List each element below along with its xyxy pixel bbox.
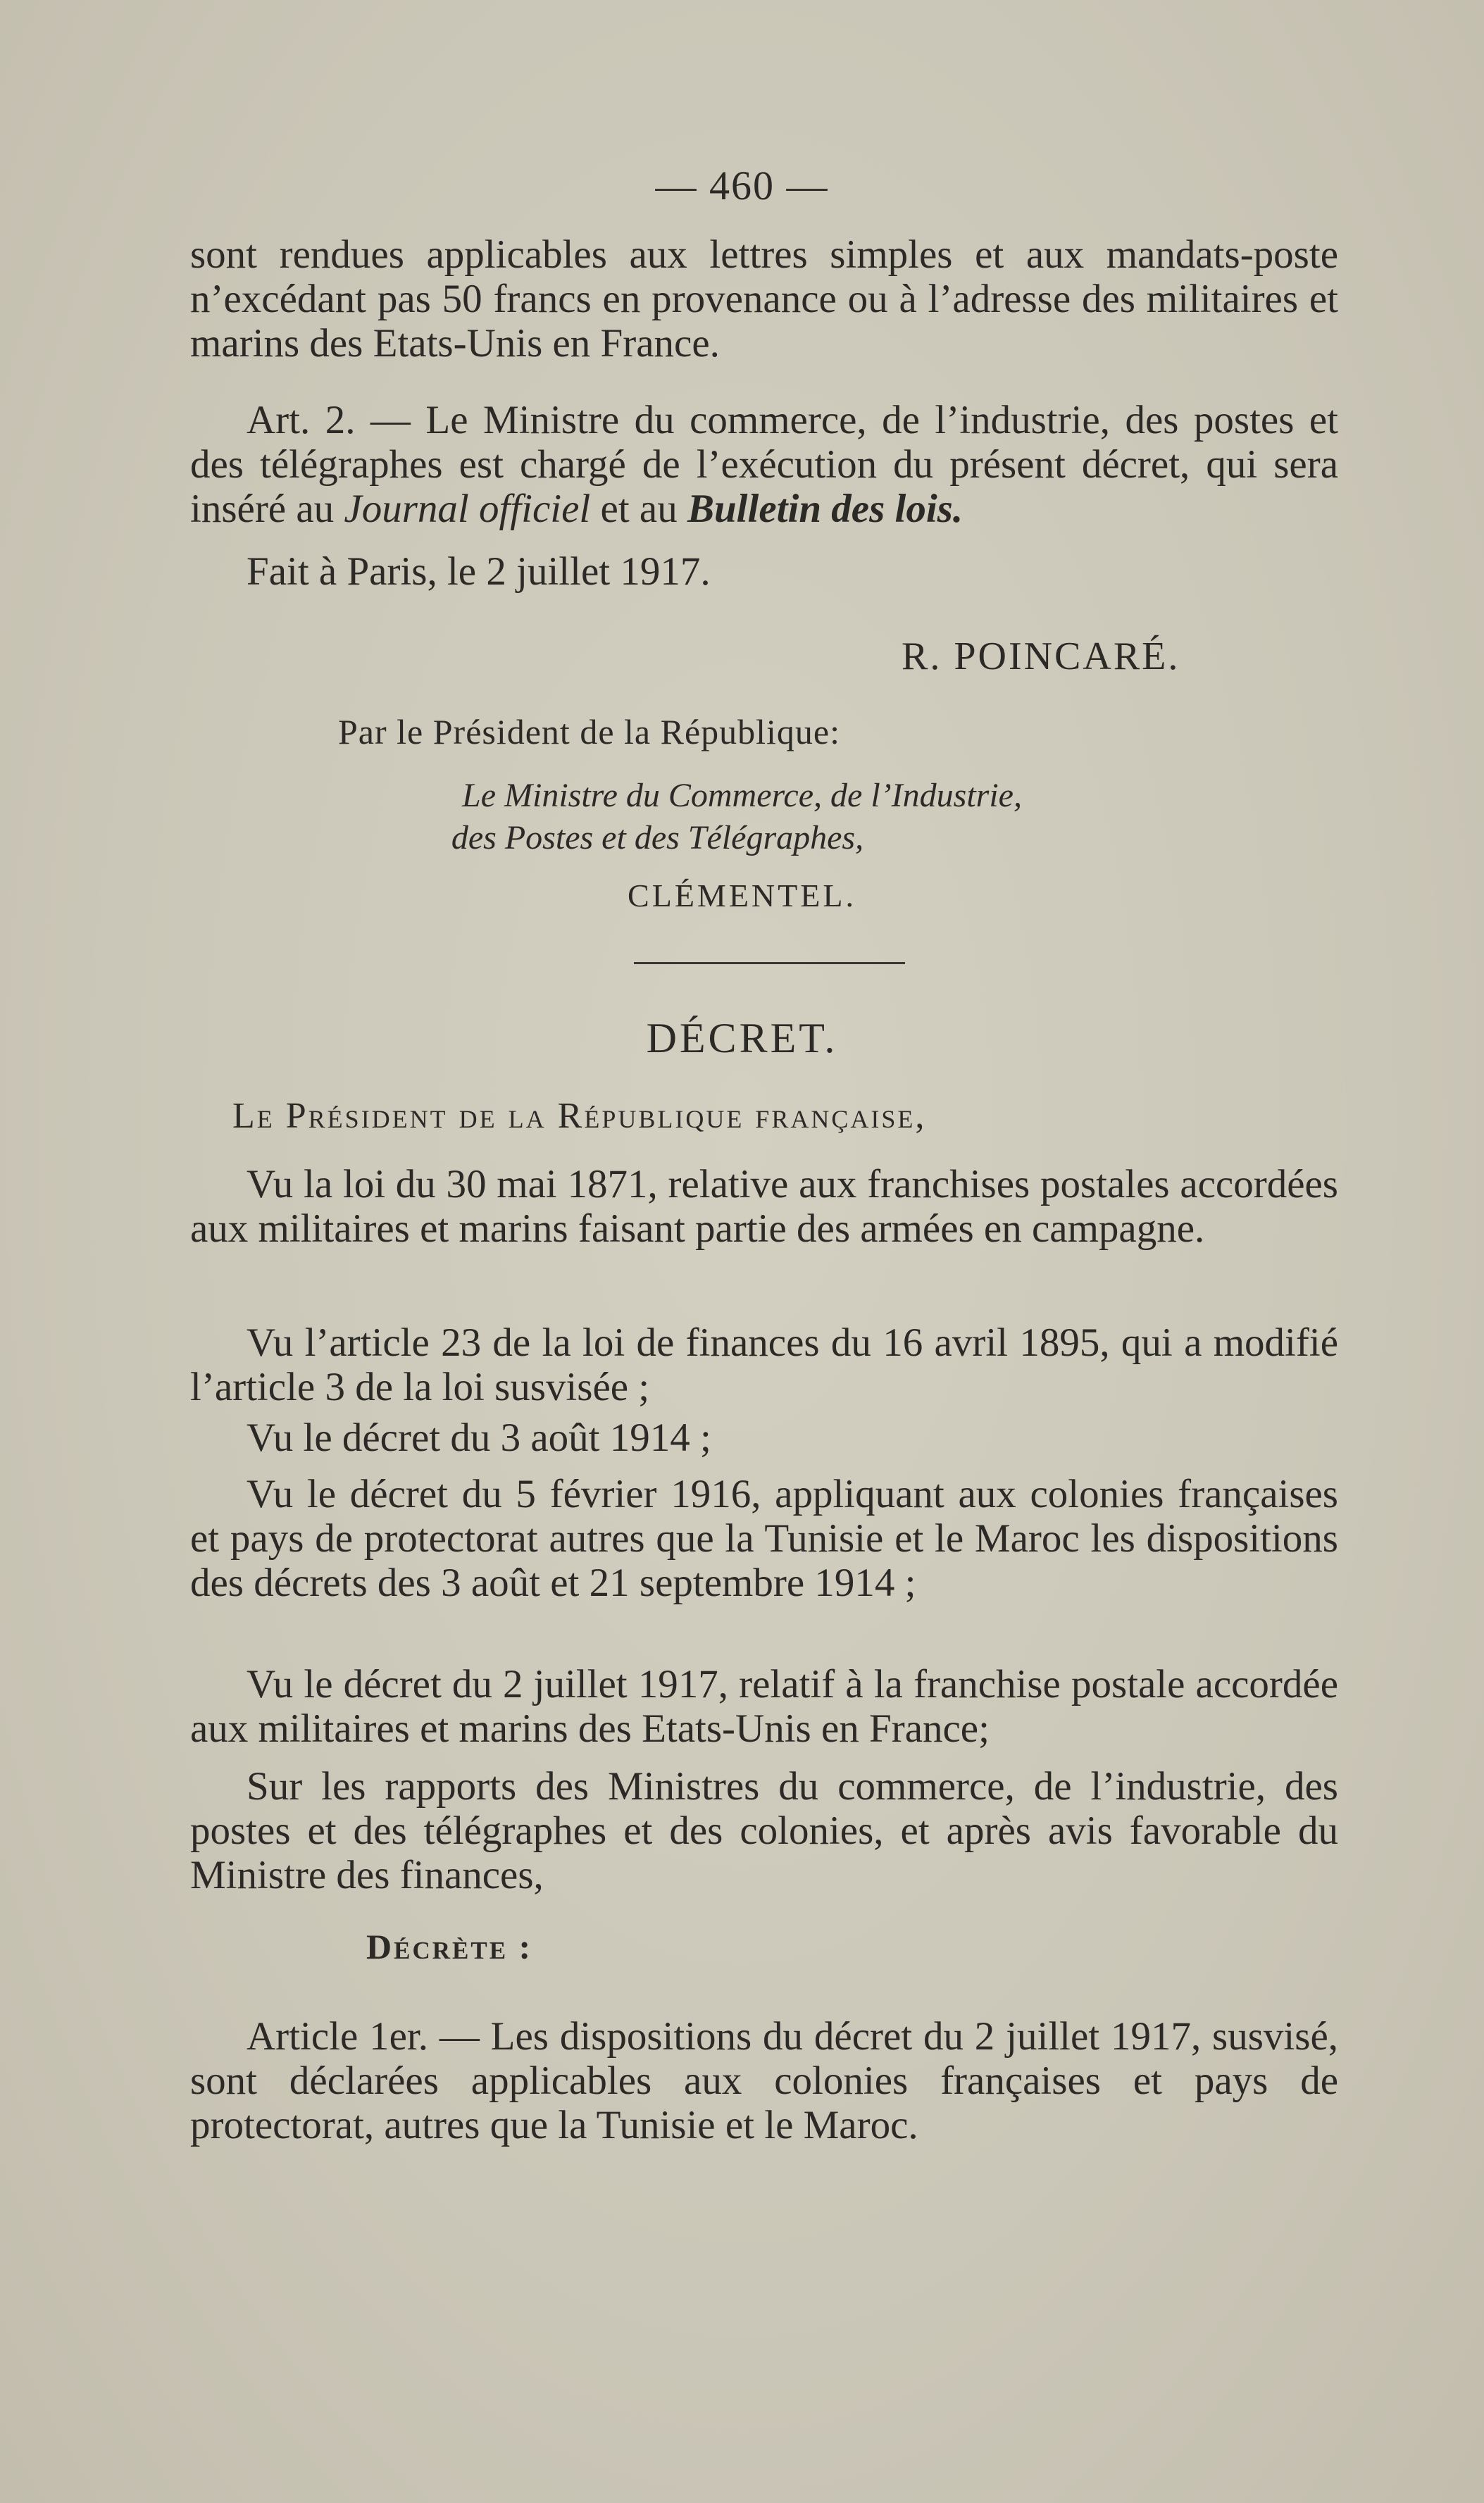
journal-officiel-ref: Journal officiel [344, 487, 591, 531]
article-2-block [190, 398, 1338, 531]
article-2-text: Art. 2. — Le Ministre du commerce, de l’industrie, des postes et des télégraphes est chargé de l’exécution du présent décret, qui sera inséré au [190, 398, 1338, 531]
article-1-paragraph: Article 1er. — Les dispositions du décret du 2 juillet 1917, susvisé, sont déclarées applicables aux colonies françaises et pays de protectorat, autres que la Tunisie et le Maroc. [190, 2014, 1338, 2147]
minister-title-line1: Le Ministre du Commerce, de l’Industrie, [462, 777, 1022, 814]
signature-president: R. POINCARÉ. [902, 635, 1180, 678]
visa-4-block [190, 1472, 1338, 1605]
article-2-middle: et au [590, 487, 687, 531]
signature-minister: CLÉMENTEL. [628, 878, 856, 913]
visa-3-block [190, 1416, 1338, 1460]
minister-title-line2: des Postes et des Télégraphes, [451, 819, 864, 856]
visa-5-block [190, 1662, 1338, 1751]
visa-6: Sur les rapports des Ministres du commerce, de l’industrie, des postes et des télégraphes et des colonies, et après avis favorable du Ministre des finances, [190, 1764, 1338, 1897]
visa-3: Vu le décret du 3 août 1914 ; [247, 1416, 711, 1460]
continuation-paragraph: sont rendues applicables aux lettres simples et aux mandats-poste n’excédant pas 50 francs en provenance ou à l’adresse des militaires et marins des Etats-Unis en France. [190, 232, 1338, 366]
visa-4: Vu le décret du 5 février 1916, appliquant aux colonies françaises et pays de protectorat autres que la Tunisie et le Maroc les dispositions des décrets des 3 août et 21 septembre 1914 ; [190, 1472, 1338, 1605]
visa-5: Vu le décret du 2 juillet 1917, relatif à la franchise postale accordée aux militaires et marins des Etats-Unis en France; [190, 1662, 1338, 1751]
decret-title: DÉCRET. [646, 1015, 838, 1061]
fait-block [190, 549, 1338, 594]
continuation-block [190, 232, 1338, 366]
visa-1-block [190, 1162, 1338, 1251]
president-line: Le Président de la République française, [232, 1096, 927, 1136]
article-1-block [190, 2014, 1338, 2147]
par-le-president: Par le Président de la République: [338, 712, 841, 751]
article-2-paragraph [190, 398, 1338, 531]
visa-2-block [190, 1321, 1338, 1409]
fait-a-paris: Fait à Paris, le 2 juillet 1917. [247, 549, 711, 594]
bulletin-des-lois-ref: Bulletin des lois. [687, 487, 964, 531]
visa-2: Vu l’article 23 de la loi de finances du 16 avril 1895, qui a modifié l’article 3 de la loi susvisée ; [190, 1321, 1338, 1409]
visa-1: Vu la loi du 30 mai 1871, relative aux franchises postales accordées aux militaires et marins faisant partie des armées en campagne. [190, 1162, 1338, 1251]
decrete-heading: Décrète : [366, 1927, 533, 1966]
section-divider [634, 962, 905, 964]
visa-6-block [190, 1764, 1338, 1897]
page-number: — 460 — [655, 163, 829, 208]
